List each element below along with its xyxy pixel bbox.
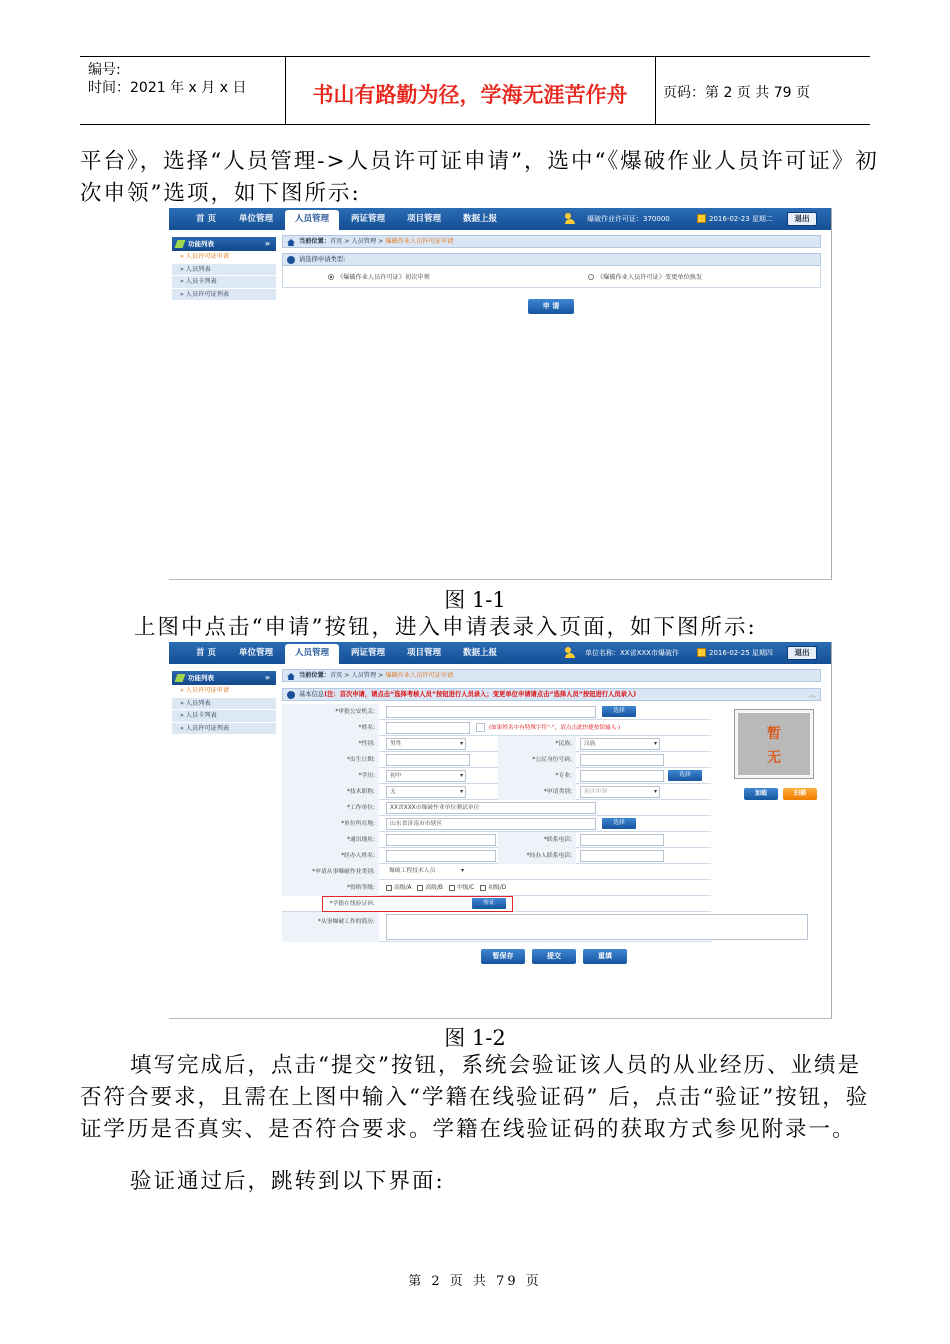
sidebar-item-card-list[interactable]: » 人员卡列表 [172, 710, 276, 723]
level-c: 中级/C [456, 885, 475, 891]
label-gender: *性别: [282, 736, 379, 752]
option-initial[interactable] [328, 272, 430, 281]
main-area [282, 669, 821, 701]
option-initial-label: 《爆破作业人员许可证》初次申领 [337, 274, 430, 281]
phone-input[interactable] [580, 834, 664, 846]
name-hint: (如果姓名中有特殊字符“·”，请点击此快捷按钮输入·) [489, 725, 621, 731]
row-level [282, 880, 711, 896]
scan-button[interactable]: 扫描 [783, 788, 817, 800]
radio-unselected[interactable] [588, 274, 594, 280]
verify-button[interactable]: 验证 [472, 898, 506, 909]
level-b: 高级/B [425, 885, 443, 891]
panel-title: 请选择申请类型: [299, 256, 346, 263]
load-button[interactable]: 加载 [744, 788, 778, 800]
label-verify: *学籍在线验证码: [329, 901, 375, 907]
sidebar-item-label: 人员许可证申请 [185, 687, 230, 694]
double-chevron-icon[interactable]: » [264, 673, 270, 682]
nation-select[interactable]: 汉族 ▾ [580, 738, 660, 750]
level-a: 高级/A [394, 885, 412, 891]
checkbox[interactable] [386, 885, 392, 891]
row-address [282, 832, 711, 848]
paragraph-2: 上图中点击“申请”按钮，进入申请表录入页面，如下图所示: [134, 615, 757, 640]
police-input[interactable] [386, 706, 596, 718]
header-page-info: 页码：第 2 页 共 79 页 [663, 85, 810, 101]
reset-button[interactable]: 重填 [583, 949, 627, 964]
sidebar-item-license-apply[interactable]: » 人员许可证申请 [172, 685, 276, 698]
exit-button[interactable]: 退出 [787, 646, 817, 660]
sidebar-item-personnel-list[interactable]: » 人员列表 [172, 698, 276, 711]
document-header [80, 56, 870, 125]
paragraph-4: 验证通过后，跳转到以下界面: [130, 1169, 445, 1194]
checkbox[interactable] [480, 885, 486, 891]
row-edu [282, 768, 711, 784]
label-birth: *出生日期: [282, 752, 379, 768]
calendar-icon [697, 214, 706, 223]
temp-save-button[interactable]: 暂保存 [481, 949, 525, 964]
location-input[interactable]: 山东省济南市市辖区 [386, 818, 596, 830]
breadcrumb [282, 235, 821, 248]
users-icon [565, 213, 577, 224]
education-select[interactable]: 初中 ▾ [386, 770, 466, 782]
check-icon [287, 256, 295, 264]
sidebar-item-card-list[interactable]: » 人员卡列表 [172, 276, 276, 289]
label-title: *技术职称: [282, 784, 379, 800]
sidebar-item-personnel-list[interactable]: » 人员列表 [172, 264, 276, 277]
sidebar-item-license-list[interactable]: » 人员许可证列表 [172, 289, 276, 302]
panel-header [282, 253, 821, 266]
header-motto: 书山有路勤为径，学海无涯苦作舟 [312, 82, 628, 107]
apply-button[interactable]: 申 请 [528, 299, 574, 314]
row-handler [282, 848, 711, 864]
label-category: *申请从事爆破作业类别: [282, 864, 379, 880]
row-name [282, 720, 711, 736]
gender-select[interactable]: 男性 ▾ [386, 738, 466, 750]
row-category [282, 864, 711, 880]
license-info: 爆破作业许可证：370000 [587, 215, 670, 223]
pencil-icon [175, 674, 186, 682]
checkbox[interactable] [417, 885, 423, 891]
sidebar-item-license-list[interactable]: » 人员许可证列表 [172, 723, 276, 736]
major-input[interactable] [580, 770, 664, 782]
row-verify [282, 896, 711, 912]
label-resume: *从事爆破工作的简历: [282, 912, 379, 942]
checkbox[interactable] [449, 885, 455, 891]
row-location [282, 816, 711, 832]
sidebar-item-label: 人员列表 [185, 699, 211, 707]
sidebar-item-label: 人员许可证申请 [185, 253, 230, 260]
label-apptype: *申请类别: [498, 784, 576, 800]
sidebar-title-text: 功能列表 [188, 240, 214, 248]
sidebar-title [172, 671, 276, 685]
exit-button[interactable]: 退出 [787, 212, 817, 226]
resume-textarea[interactable] [386, 914, 808, 940]
verify-code-input[interactable] [386, 898, 470, 910]
breadcrumb-current: 爆破作业人员许可证申请 [385, 238, 454, 245]
panel-warning: (注：首次申请，请点击“选择考核人员”按钮进行人员录入；变更单位申请请点击“选择人员”按钮进行人员录入) [324, 691, 637, 698]
sidebar-item-label: 人员许可证列表 [185, 290, 230, 298]
name-input[interactable] [386, 722, 470, 734]
label-address: *通讯地址: [282, 832, 379, 848]
divider [655, 57, 656, 125]
label-nation: *民族: [498, 736, 576, 752]
label-name: *姓名: [282, 720, 379, 736]
paragraph-1: 平台》，选择“人员管理->人员许可证申请”，选中“《爆破作业人员许可证》初次申领”选项，如下图所示: [80, 149, 879, 206]
breadcrumb [282, 669, 821, 682]
sidebar-title-text: 功能列表 [188, 674, 214, 682]
id-number-input[interactable] [580, 754, 664, 766]
select-location-button[interactable]: 选择 [602, 818, 636, 829]
label-location: *单位所在地: [282, 816, 379, 832]
date-display: 2016-02-25 星期四 [709, 649, 773, 657]
label-idno: *公民身份号码: [498, 752, 576, 768]
caption-fig-1-2: 图 1-2 [444, 1026, 506, 1050]
label-phone: *联系电话: [498, 832, 576, 848]
sidebar-item-label: 人员许可证列表 [185, 724, 230, 732]
collapse-icon[interactable]: ︽ [809, 691, 816, 699]
panel-header [282, 688, 821, 701]
screenshot-fig-1-2 [169, 642, 832, 1019]
workunit-input[interactable]: XX省XXX市爆破作业单位测试单位 [386, 802, 596, 814]
title-select[interactable]: 无 ▾ [386, 786, 466, 798]
sidebar [172, 671, 276, 735]
nav-projects[interactable]: 项目管理 [406, 648, 441, 658]
nav-home[interactable]: 首 页 [196, 214, 216, 224]
level-d: 初级/D [488, 885, 507, 891]
nav-home[interactable]: 首 页 [196, 648, 216, 658]
birth-date-input[interactable] [386, 754, 470, 766]
panel-title: 基本信息 [299, 691, 325, 698]
breadcrumb-path[interactable]: 首页 > 人员管理 > [329, 672, 386, 679]
page-footer: 第 2 页 共 79 页 [408, 1274, 542, 1289]
label-handler-phone: *经办人联系电话: [498, 848, 576, 864]
date-display: 2016-02-23 星期二 [709, 215, 773, 223]
sidebar-item-label: 人员列表 [185, 265, 211, 273]
nav-unit[interactable]: 单位管理 [238, 648, 273, 658]
photo-box [734, 709, 814, 779]
row-police [282, 704, 711, 720]
row-workunit [282, 800, 711, 816]
nav-licenses[interactable]: 两证管理 [350, 214, 385, 224]
caption-fig-1-1: 图 1-1 [444, 588, 506, 612]
photo-text-1: 暂 [767, 726, 781, 742]
breadcrumb-path[interactable]: 首页 > 人员管理 > [329, 238, 386, 245]
label-major: *专业: [498, 768, 576, 784]
radio-selected[interactable] [328, 274, 334, 280]
option-panel [282, 266, 821, 288]
label-edu: *学历: [282, 768, 379, 784]
select-police-button[interactable]: 选择 [602, 706, 636, 717]
select-major-button[interactable]: 选择 [668, 770, 702, 781]
breadcrumb-current: 爆破作业人员许可证申请 [385, 672, 454, 679]
address-input[interactable] [386, 834, 496, 846]
users-icon [565, 647, 577, 658]
nav-personnel[interactable]: 人员管理 [285, 644, 339, 664]
sidebar-item-license-apply[interactable]: » 人员许可证申请 [172, 251, 276, 264]
nav-reports[interactable]: 数据上报 [462, 214, 497, 224]
screenshot-fig-1-1 [169, 208, 832, 580]
row-birth [282, 752, 711, 768]
breadcrumb-label: 当前位置： [299, 672, 330, 679]
main-area [282, 235, 821, 288]
home-icon [287, 239, 295, 246]
nav-reports[interactable]: 数据上报 [462, 648, 497, 658]
submit-button[interactable]: 提交 [532, 949, 576, 964]
label-level: *资格等级: [282, 880, 379, 896]
check-icon [287, 691, 295, 699]
nav-projects[interactable]: 项目管理 [406, 214, 441, 224]
handler-phone-input[interactable] [580, 850, 664, 862]
row-gender [282, 736, 711, 752]
number-label: 编号: [88, 62, 121, 78]
top-nav [169, 208, 831, 230]
sidebar-item-label: 人员卡列表 [185, 712, 217, 719]
sidebar-item-label: 人员卡列表 [185, 278, 217, 285]
option-change-label: 《爆破作业人员许可证》变更单位换发 [597, 274, 703, 281]
application-form [282, 704, 711, 942]
pencil-icon [175, 240, 186, 248]
label-workunit: *工作单位: [282, 800, 379, 816]
label-police: *审批公安机关: [282, 704, 379, 720]
double-chevron-icon[interactable]: » [264, 239, 270, 248]
label-handler: *经办人姓名: [282, 848, 379, 864]
nav-licenses[interactable]: 两证管理 [350, 648, 385, 658]
sidebar [172, 237, 276, 301]
option-change[interactable] [588, 272, 702, 281]
unit-info: 单位名称：XX省XXX市爆破作 [585, 649, 679, 657]
sidebar-title [172, 237, 276, 251]
photo-text-2: 无 [767, 750, 781, 766]
home-icon [287, 673, 295, 680]
nav-unit[interactable]: 单位管理 [238, 214, 273, 224]
level-options [382, 880, 506, 896]
nav-personnel[interactable]: 人员管理 [285, 210, 339, 230]
paragraph-3: 填写完成后，点击“提交”按钮，系统会验证该人员的从业经历、业绩是否符合要求，且需在上图中输入“学籍在线验证码” 后，点击“验证”按钮，验证学历是否真实、是否符合要求。学籍在线验证码的获取方式参见附录一。 [80, 1053, 870, 1142]
category-select[interactable]: 爆破工程技术人员 ▾ [386, 866, 466, 878]
row-resume [282, 912, 711, 942]
calendar-icon [697, 648, 706, 657]
special-char-button[interactable] [476, 723, 485, 732]
top-nav [169, 642, 831, 664]
row-title [282, 784, 711, 800]
apptype-select[interactable]: 初次申领 ▾ [580, 786, 660, 798]
time-label: 时间：2021 年 x 月 x 日 [88, 80, 247, 96]
handler-input[interactable] [386, 850, 496, 862]
header-meta [88, 61, 246, 97]
photo-placeholder [738, 713, 810, 775]
breadcrumb-label: 当前位置： [299, 238, 330, 245]
